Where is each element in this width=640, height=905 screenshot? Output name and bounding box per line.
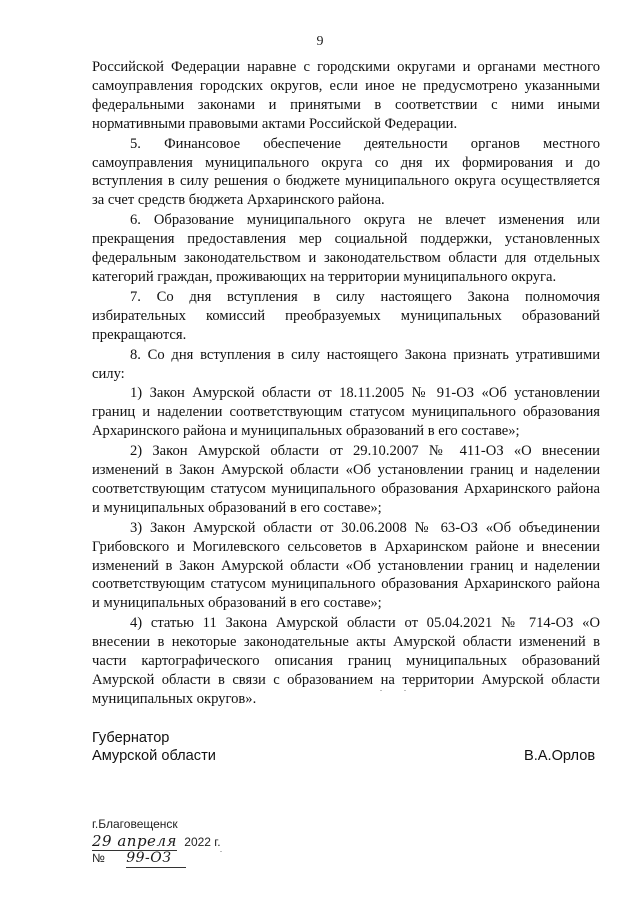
handwritten-date: 29 апреля [92,832,177,850]
meta-city: г.Благовещенск [92,817,178,831]
signature-title-line1: Губернатор [92,730,170,746]
subitem-1: 1) Закон Амурской области от 18.11.2005 № 91-ОЗ «Об установлении границ и наделении соответствующим статусом муниципального образования Архаринского района и муниципальных образований в его составе»; [92,385,600,440]
signature-title-line2: Амурской области [92,748,216,764]
paragraph-item-5: 5. Финансовое обеспечение деятельности органов местного самоуправления муниципального округа со дня их формирования и до вступления в силу решения о бюджете муниципального округа осуществляется за счет средств бюджета Архаринского района. [92,135,600,209]
scan-speck [220,851,222,852]
page-number: 9 [316,34,324,49]
subitem-4: 4) статью 11 Закона Амурской области от 05.04.2021 № 714-ОЗ «О внесении в некоторые законодательные акты Амурской области изменений в части картографического описания границ муниципальных образований Амурской области в связи с образованием на территории Амурской области муниципальных округов». [92,615,600,707]
scan-speck [380,690,382,691]
signature-name: В.А.Орлов [524,748,596,764]
handwritten-number: 99-ОЗ [126,850,186,868]
meta-number-row [92,850,221,867]
meta-date-row [92,833,221,850]
paragraph-item-7: 7. Со дня вступления в силу настоящего Закона полномочия избирательных комиссий преобразуемых муниципальных образований прекращаются. [92,288,600,343]
scan-speck [404,690,406,691]
subitem-2: 2) Закон Амурской области от 29.10.2007 № 411-ОЗ «О внесении изменений в Закон Амурской области «Об установлении границ и наделении соответствующим статусом муниципального образования Архаринского района и муниципальных образований в его составе»; [92,443,600,516]
law-body-text [92,58,600,709]
document-meta [92,816,221,867]
paragraph-item-6: 6. Образование муниципального округа не влечет изменения или прекращения предоставления мер социальной поддержки, установленных федеральным законодательством и законодательством области для отдельных категорий граждан, проживающих на территории муниципального округа. [92,212,600,285]
meta-year: 2022 г. [184,835,221,849]
signature-title [92,729,216,765]
subitem-3: 3) Закон Амурской области от 30.06.2008 № 63-ОЗ «Об объединении Грибовского и Могилевского сельсоветов в Архаринском районе и внесении изменений в Закон Амурской области «Об установлении границ и наделении соответствующим статусом муниципального образования Архаринского района и муниципальных образований в его составе»; [92,519,600,612]
meta-number-label: № [92,851,105,865]
paragraph-continuation: Российской Федерации наравне с городскими округами и органами местного самоуправления городских округов, если иное не предусмотрено указанными федеральными законами и принятыми в соответствии с ними иными нормативными правовыми актами Российской Федерации. [92,59,600,132]
paragraph-item-8: 8. Со дня вступления в силу настоящего Закона признать утратившими силу: [92,346,600,382]
